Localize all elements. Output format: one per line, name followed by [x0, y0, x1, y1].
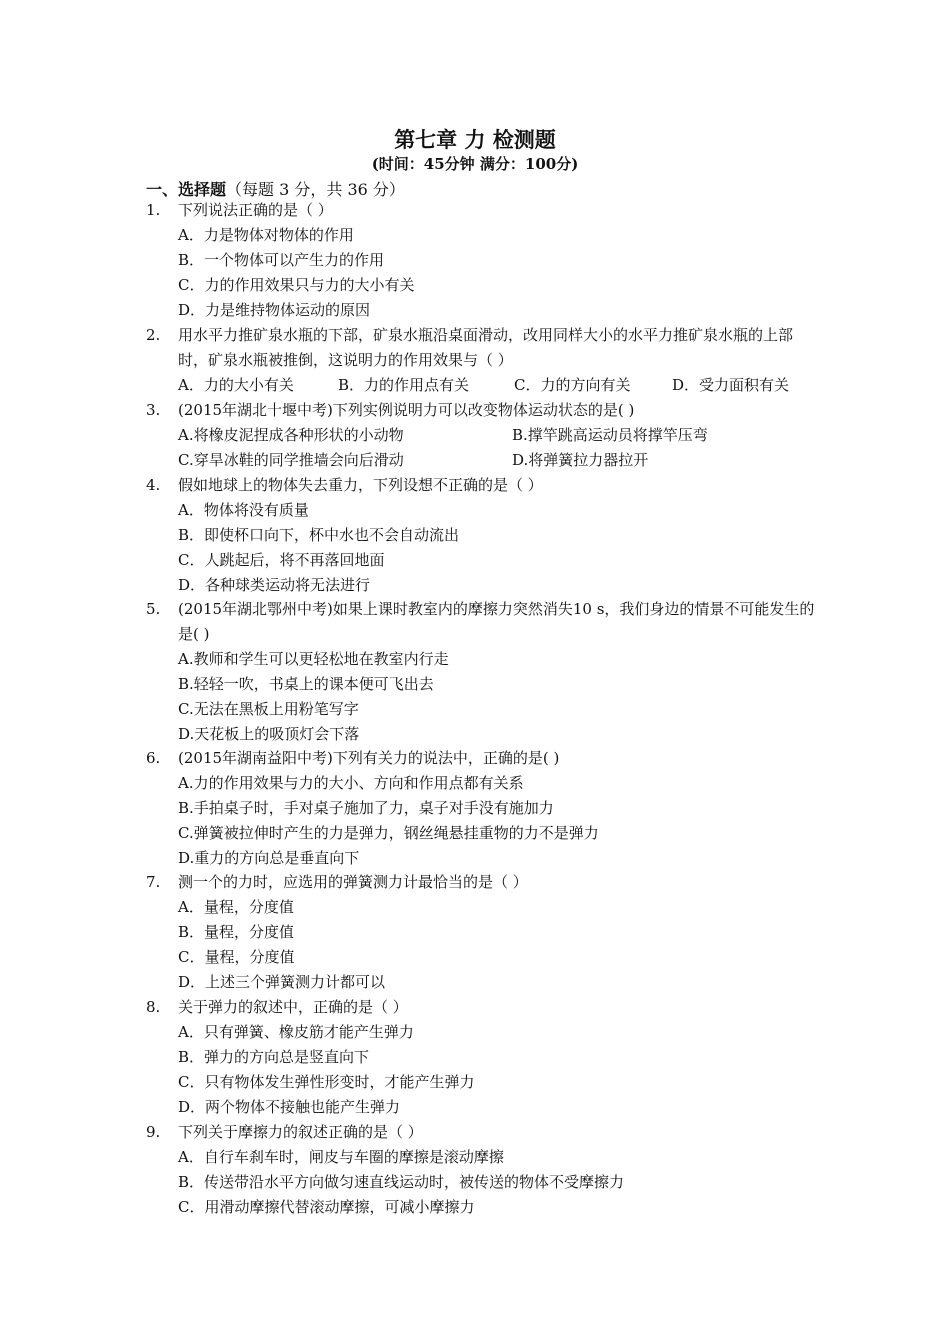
- option-a: A.教师和学生可以更轻松地在教室内行走: [178, 650, 449, 668]
- question-6: [146, 746, 816, 871]
- option-b: B.撑竿跳高运动员将撑竿压弯: [512, 426, 708, 444]
- option-c: C．量程，分度值: [178, 948, 295, 966]
- document-title: 第七章 力 检测题: [394, 128, 556, 152]
- option-a: A．物体将没有质量: [178, 501, 309, 519]
- option-a: A．只有弹簧、橡皮筋才能产生弹力: [178, 1023, 414, 1041]
- option-c: C.弹簧被拉伸时产生的力是弹力，钢丝绳悬挂重物的力不是弹力: [178, 824, 599, 842]
- option-row: [178, 423, 816, 448]
- option-c: C.无法在黑板上用粉笔写字: [178, 700, 359, 718]
- question-3: [146, 398, 816, 473]
- question-stem: 假如地球上的物体失去重力，下列设想不正确的是（ ）: [178, 476, 543, 494]
- option-a: A.力的作用效果与力的大小、方向和作用点都有关系: [178, 774, 524, 792]
- question-number: 2.: [146, 326, 161, 344]
- option-a: A．量程，分度值: [178, 898, 294, 916]
- question-4: [146, 473, 816, 598]
- question-number: 5.: [146, 600, 161, 618]
- option-c: C．力的作用效果只与力的大小有关: [178, 276, 415, 294]
- question-2: [146, 323, 816, 398]
- question-number: 4.: [146, 476, 161, 494]
- option-b: B．传送带沿水平方向做匀速直线运动时，被传送的物体不受摩擦力: [178, 1173, 625, 1191]
- question-number: 1.: [146, 201, 161, 219]
- option-d: D．受力面积有关: [672, 376, 790, 394]
- question-9: [146, 1120, 816, 1220]
- option-c: C．人跳起后，将不再落回地面: [178, 551, 385, 569]
- option-d: D.将弹簧拉力器拉开: [512, 451, 649, 469]
- question-stem: (2015年湖南益阳中考)下列有关力的说法中，正确的是( ): [178, 749, 560, 767]
- section-heading: [146, 177, 405, 200]
- option-row: [178, 448, 816, 473]
- question-5: [146, 597, 816, 747]
- question-stem: 下列说法正确的是（ ）: [178, 201, 333, 219]
- option-a: A．自行车刹车时，闸皮与车圈的摩擦是滚动摩擦: [178, 1148, 504, 1166]
- option-b: B．量程，分度值: [178, 923, 295, 941]
- option-row: [178, 373, 816, 398]
- exam-info: (时间：45分钟 满分：100分): [371, 155, 579, 173]
- question-stem: 关于弹力的叙述中，正确的是（ ）: [178, 998, 408, 1016]
- option-c: C.穿旱冰鞋的同学推墙会向后滑动: [178, 451, 404, 469]
- question-7: [146, 870, 816, 995]
- question-stem: 用水平力推矿泉水瓶的下部，矿泉水瓶沿桌面滑动，改用同样大小的水平力推矿泉水瓶的上部时，矿泉水瓶被推倒，这说明力的作用效果与（ ）: [178, 326, 794, 369]
- section-note: （每题 3 分，共 36 分）: [226, 180, 405, 199]
- option-b: B．弹力的方向总是竖直向下: [178, 1048, 370, 1066]
- question-stem: (2015年湖北十堰中考)下列实例说明力可以改变物体运动状态的是( ): [178, 401, 635, 419]
- option-b: B．一个物体可以产生力的作用: [178, 251, 385, 269]
- option-a: A．力是物体对物体的作用: [178, 226, 354, 244]
- option-c: C．用滑动摩擦代替滚动摩擦，可减小摩擦力: [178, 1198, 475, 1216]
- question-stem: (2015年湖北鄂州中考)如果上课时教室内的摩擦力突然消失10 s，我们身边的情景不可能发生的是( ): [178, 600, 815, 643]
- question-number: 3.: [146, 401, 161, 419]
- option-d: D．上述三个弹簧测力计都可以: [178, 973, 386, 991]
- option-a: A.将橡皮泥捏成各种形状的小动物: [178, 426, 404, 444]
- question-number: 8.: [146, 998, 161, 1016]
- question-number: 9.: [146, 1123, 161, 1141]
- option-c: C．力的方向有关: [514, 376, 631, 394]
- option-b: B.轻轻一吹，书桌上的课本便可飞出去: [178, 675, 434, 693]
- question-number: 6.: [146, 749, 161, 767]
- option-a: A．力的大小有关: [178, 376, 294, 394]
- question-number: 7.: [146, 873, 161, 891]
- option-d: D.天花板上的吸顶灯会下落: [178, 725, 360, 743]
- option-c: C．只有物体发生弹性形变时，才能产生弹力: [178, 1073, 475, 1091]
- option-d: D.重力的方向总是垂直向下: [178, 849, 360, 867]
- option-b: B.手拍桌子时，手对桌子施加了力，桌子对手没有施加力: [178, 799, 554, 817]
- question-8: [146, 995, 816, 1120]
- option-d: D．两个物体不接触也能产生弹力: [178, 1098, 401, 1116]
- option-d: D．力是维持物体运动的原因: [178, 301, 371, 319]
- question-stem: 测一个的力时，应选用的弹簧测力计最恰当的是（ ）: [178, 873, 528, 891]
- option-d: D．各种球类运动将无法进行: [178, 576, 371, 594]
- question-1: [146, 198, 816, 323]
- question-stem: 下列关于摩擦力的叙述正确的是（ ）: [178, 1123, 423, 1141]
- option-b: B．即使杯口向下，杯中水也不会自动流出: [178, 526, 460, 544]
- section-title: 一、选择题: [146, 180, 227, 199]
- option-b: B．力的作用点有关: [338, 376, 470, 394]
